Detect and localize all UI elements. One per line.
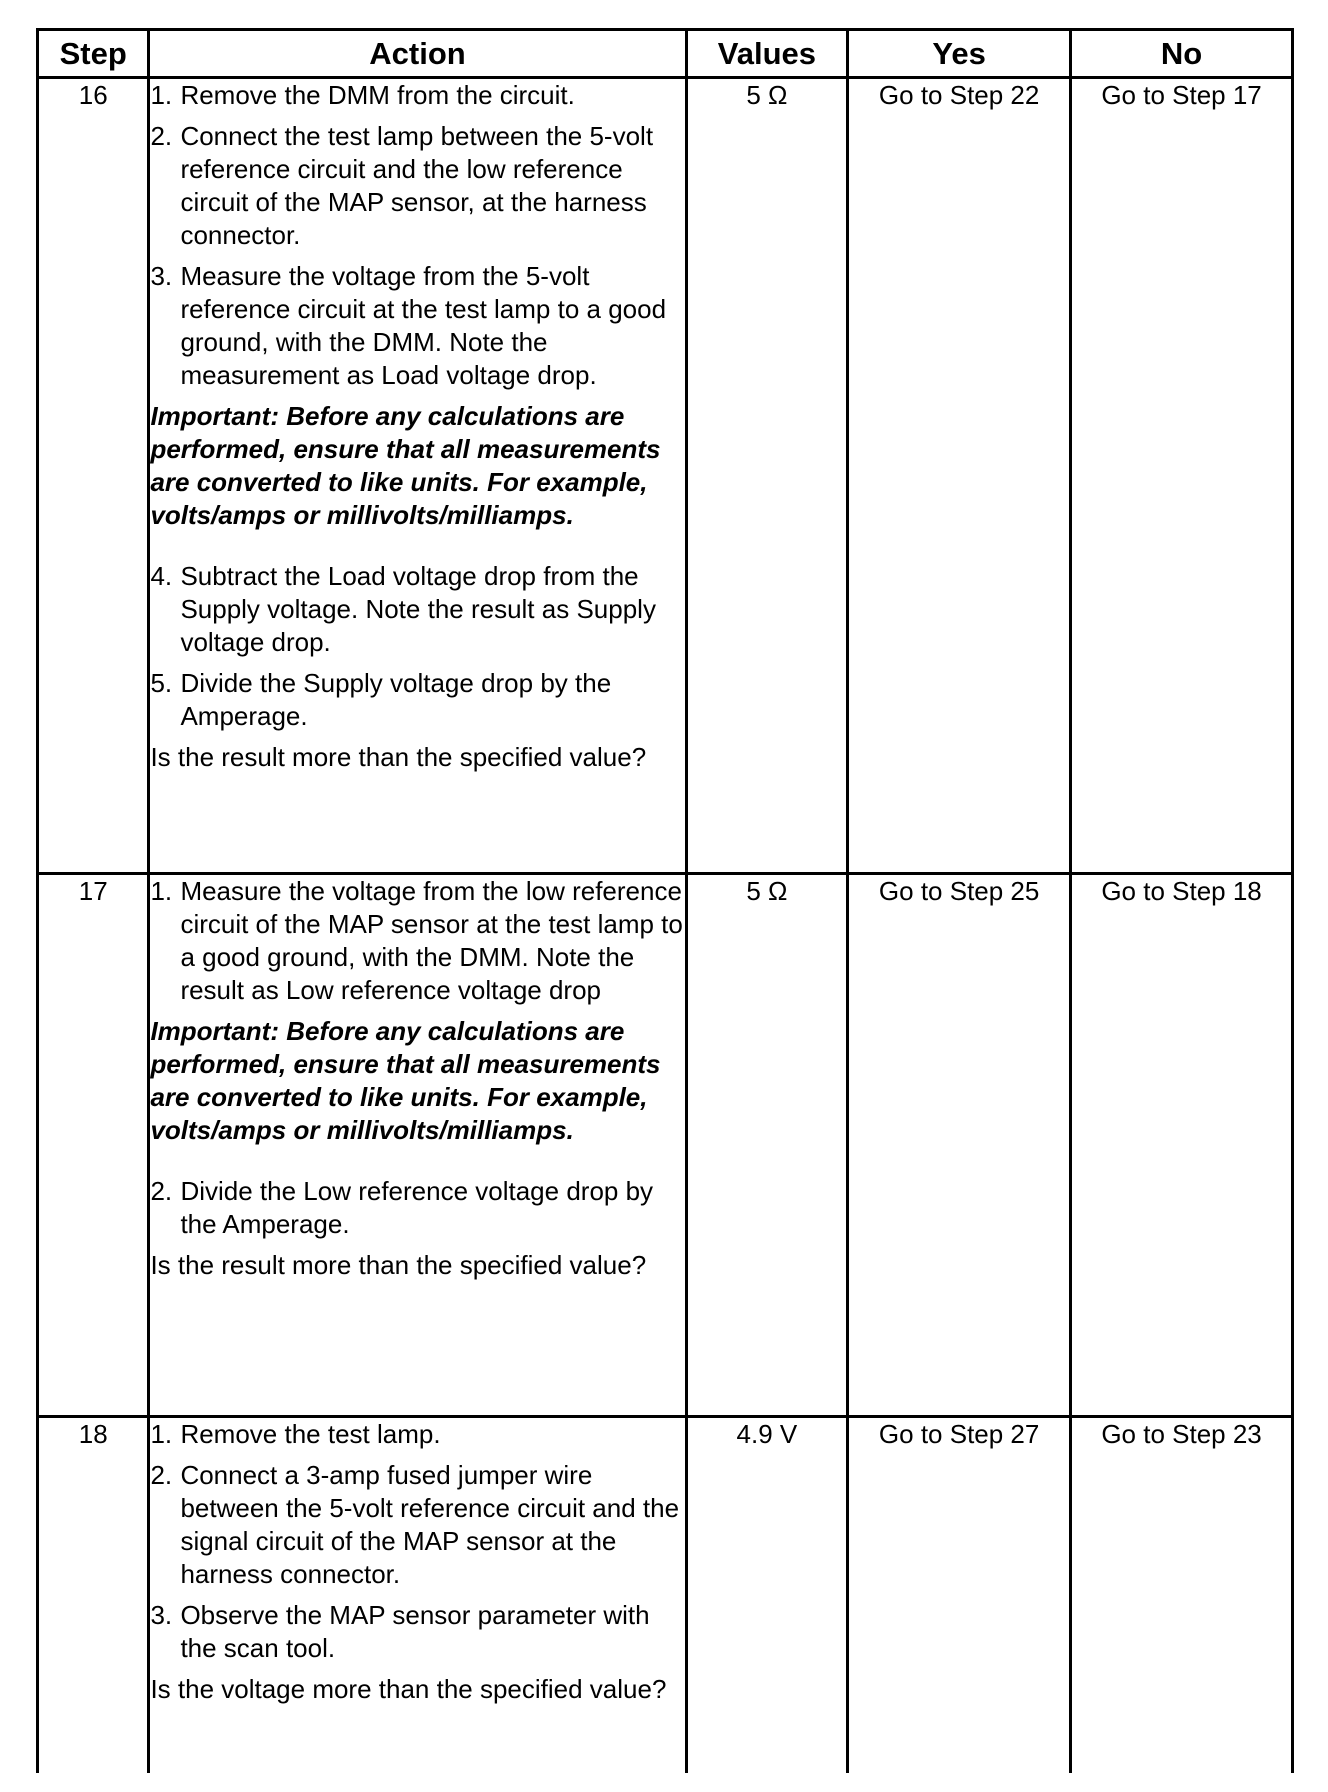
action-item <box>150 667 684 733</box>
item-text: Remove the test lamp. <box>180 1419 441 1449</box>
action-item <box>150 1459 684 1591</box>
yes-cell: Go to Step 25 <box>848 874 1071 1417</box>
action-item <box>150 79 684 112</box>
header-step: Step <box>38 30 149 78</box>
header-values: Values <box>686 30 848 78</box>
item-text: Observe the MAP sensor parameter with the scan tool. <box>180 1600 650 1663</box>
action-item <box>150 1599 684 1665</box>
item-number: 1. <box>150 876 173 906</box>
step-number: 18 <box>38 1417 149 1774</box>
item-text: Divide the Low reference voltage drop by the Amperage. <box>180 1176 654 1239</box>
no-cell: Go to Step 23 <box>1071 1417 1293 1774</box>
diagnostic-table <box>36 28 1294 1773</box>
action-item <box>150 1418 684 1451</box>
action-item <box>150 260 684 392</box>
item-text: Connect a 3-amp fused jumper wire between the 5-volt reference circuit and the signal circuit of the MAP sensor at the harness connector. <box>180 1460 680 1589</box>
no-cell: Go to Step 18 <box>1071 874 1293 1417</box>
item-text: Connect the test lamp between the 5-volt reference circuit and the low reference circuit of the MAP sensor, at the harness connector. <box>180 121 654 250</box>
action-item <box>150 1175 684 1241</box>
table-row <box>38 78 1293 874</box>
action-cell <box>149 78 686 874</box>
item-number: 4. <box>150 561 173 591</box>
question-text: Is the voltage more than the specified value? <box>150 1674 667 1704</box>
action-item <box>150 560 684 659</box>
item-number: 5. <box>150 668 173 698</box>
important-note: Important: Before any calculations are performed, ensure that all measurements are converted to like units. For example, volts/amps or millivolts/milliamps. <box>150 1016 661 1145</box>
item-number: 3. <box>150 1600 173 1630</box>
item-text: Divide the Supply voltage drop by the Amperage. <box>180 668 612 731</box>
header-yes: Yes <box>848 30 1071 78</box>
value-cell: 5 Ω <box>686 874 848 1417</box>
yes-cell: Go to Step 22 <box>848 78 1071 874</box>
table-row <box>38 874 1293 1417</box>
header-row <box>38 30 1293 78</box>
important-note: Important: Before any calculations are performed, ensure that all measurements are converted to like units. For example, volts/amps or millivolts/milliamps. <box>150 401 661 530</box>
question-text: Is the result more than the specified value? <box>150 1250 647 1280</box>
step-number: 17 <box>38 874 149 1417</box>
item-text: Subtract the Load voltage drop from the Supply voltage. Note the result as Supply voltage drop. <box>180 561 656 657</box>
action-item <box>150 120 684 252</box>
value-cell: 5 Ω <box>686 78 848 874</box>
question-text: Is the result more than the specified value? <box>150 742 647 772</box>
item-text: Measure the voltage from the low reference circuit of the MAP sensor at the test lamp to a good ground, with the DMM. Note the result as Low reference voltage drop <box>180 876 683 1005</box>
yes-cell: Go to Step 27 <box>848 1417 1071 1774</box>
table-row <box>38 1417 1293 1774</box>
item-text: Measure the voltage from the 5-volt reference circuit at the test lamp to a good ground, with the DMM. Note the measurement as Load voltage drop. <box>180 261 667 390</box>
value-cell: 4.9 V <box>686 1417 848 1774</box>
no-cell: Go to Step 17 <box>1071 78 1293 874</box>
item-number: 2. <box>150 1460 173 1490</box>
item-number: 1. <box>150 1419 173 1449</box>
item-number: 2. <box>150 1176 173 1206</box>
header-action: Action <box>149 30 686 78</box>
item-number: 2. <box>150 121 173 151</box>
item-number: 1. <box>150 80 173 110</box>
action-item <box>150 875 684 1007</box>
action-cell <box>149 1417 686 1774</box>
item-number: 3. <box>150 261 173 291</box>
step-number: 16 <box>38 78 149 874</box>
header-no: No <box>1071 30 1293 78</box>
item-text: Remove the DMM from the circuit. <box>180 80 575 110</box>
action-cell <box>149 874 686 1417</box>
